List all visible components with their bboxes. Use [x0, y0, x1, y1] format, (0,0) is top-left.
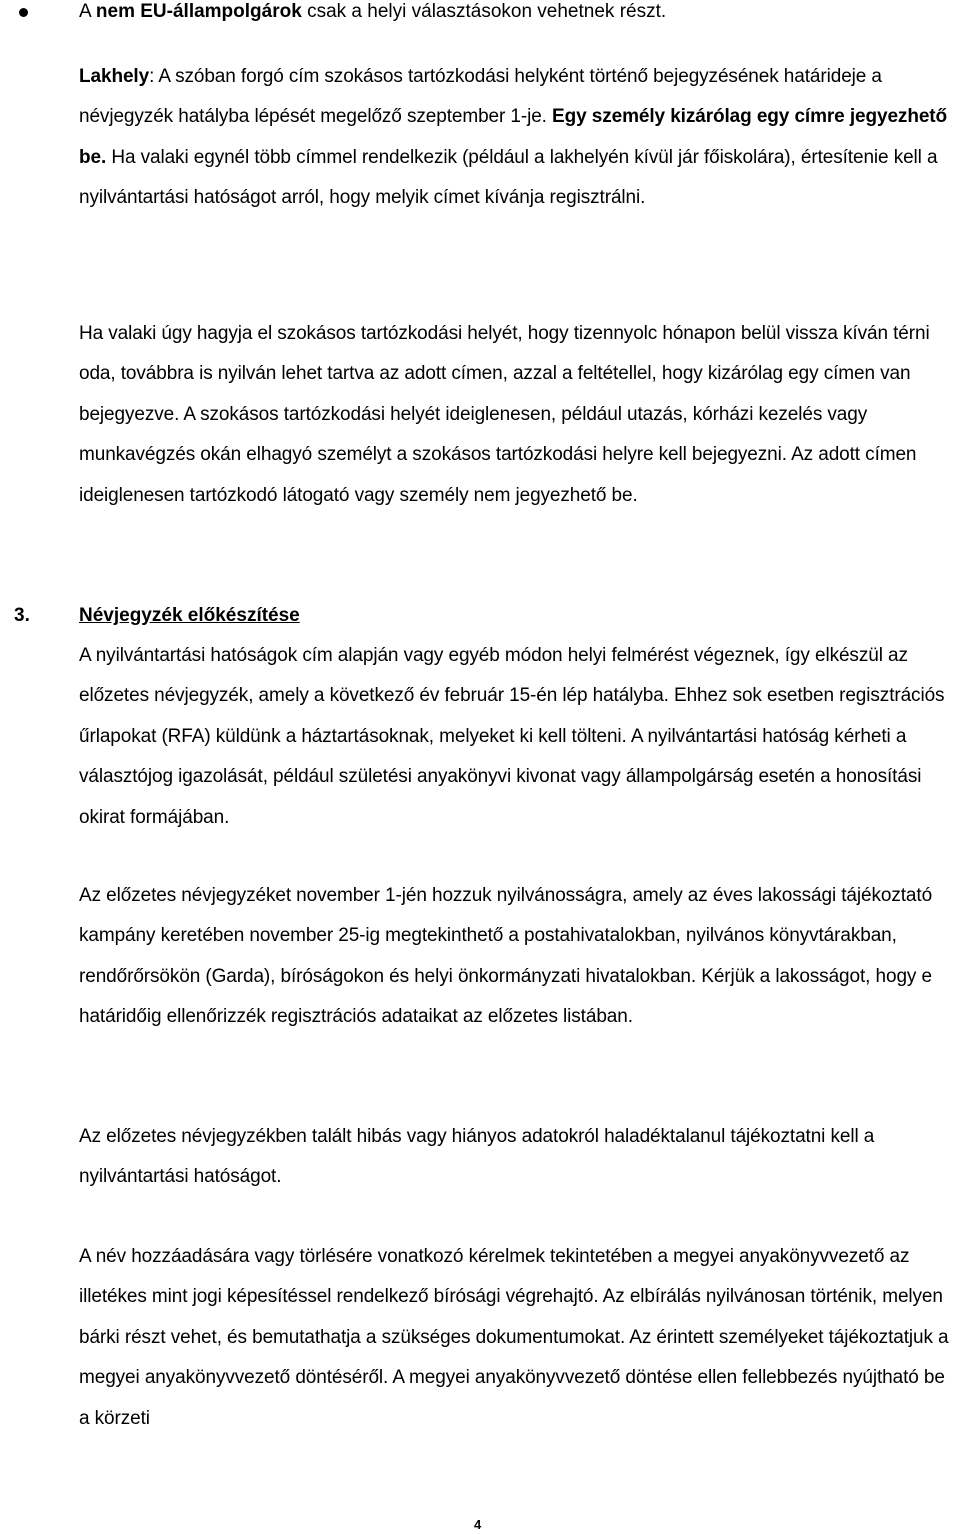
bullet-item-eligibility	[79, 0, 666, 32]
paragraph-requests: A név hozzáadására vagy törlésére vonatkozó kérelmek tekintetében a megyei anyakönyvvezető az illetékes mint jogi képesítéssel rendelkező bírósági végrehajtó. Az elbírálás nyilvánosan történik, melyen bárki részt vehet, és bemutathatja a szükséges dokumentumokat. Az érintett személyeket tájékoztatjuk a megyei anyakönyvvezető döntéséről. A megyei anyakönyvvezető döntése ellen fellebbezés nyújtható be a körzeti	[79, 1246, 949, 1429]
bullet-prefix: A	[79, 1, 96, 22]
residence-text-1: : A szóban forgó cím szokásos tartózkodási helyként történő bejegyzésének határideje a névjegyzék hatályba lépését megelőző szeptember 1-je.	[79, 66, 882, 128]
residence-bold-text: Egy személy kizárólag egy címre jegyezhető be.	[79, 106, 948, 168]
residence-label: Lakhely	[79, 66, 150, 87]
paragraph-residence	[79, 57, 959, 219]
section-number: 3.	[14, 605, 30, 626]
section-title: Névjegyzék előkészítése	[79, 605, 300, 626]
paragraph-preparation: A nyilvántartási hatóságok cím alapján vagy egyéb módon helyi felmérést végeznek, így elkészül az előzetes névjegyzék, amely a következő év február 15-én lép hatályba. Ehhez sok esetben regisztrációs űrlapokat (RFA) küldünk a háztartásoknak, melyeket ki kell tölteni. A nyilvántartási hatóság kérheti a választójog igazolását, például születési anyakönyvi kivonat vagy állampolgárság esetén a honosítási okirat formájában.	[79, 645, 945, 828]
paragraph-publication: Az előzetes névjegyzéket november 1-jén hozzuk nyilvánosságra, amely az éves lakossági tájékoztató kampány keretében november 25-ig megtekinthető a postahivatalokban, nyilvános könyvtárakban, rendőrőrsökön (Garda), bíróságokon és helyi önkormányzati hivatalokban. Kérjük a lakosságot, hogy e határidőig ellenőrizzék regisztrációs adataikat az előzetes listában.	[79, 885, 933, 1028]
section-heading	[14, 596, 300, 636]
bullet-icon	[19, 8, 28, 17]
paragraph-absence: Ha valaki úgy hagyja el szokásos tartózkodási helyét, hogy tizennyolc hónapon belül vissza kíván térni oda, továbbra is nyilván lehet tartva az adott címen, azzal a feltétellel, hogy kizárólag egy címen van bejegyezve. A szokásos tartózkodási helyét ideiglenesen, például utazás, kórházi kezelés vagy munkavégzés okán elhagyó személyt a szokásos tartózkodási helyre kell bejegyezni. Az adott címen ideiglenesen tartózkodó látogató vagy személy nem jegyezhető be.	[79, 323, 930, 506]
paragraph-errors: Az előzetes névjegyzékben talált hibás vagy hiányos adatokról haladéktalanul tájékoztatni kell a nyilvántartási hatóságot.	[79, 1126, 875, 1188]
bullet-text: csak a helyi választásokon vehetnek részt.	[301, 1, 667, 22]
residence-text-2: Ha valaki egynél több címmel rendelkezik (például a lakhelyén kívül jár főiskolára), értesítenie kell a nyilvántartási hatóságot arról, hogy melyik címet kívánja regisztrálni.	[79, 146, 938, 209]
bullet-bold-text: nem EU-állampolgárok	[95, 1, 302, 22]
page-number: 4	[474, 1517, 482, 1532]
